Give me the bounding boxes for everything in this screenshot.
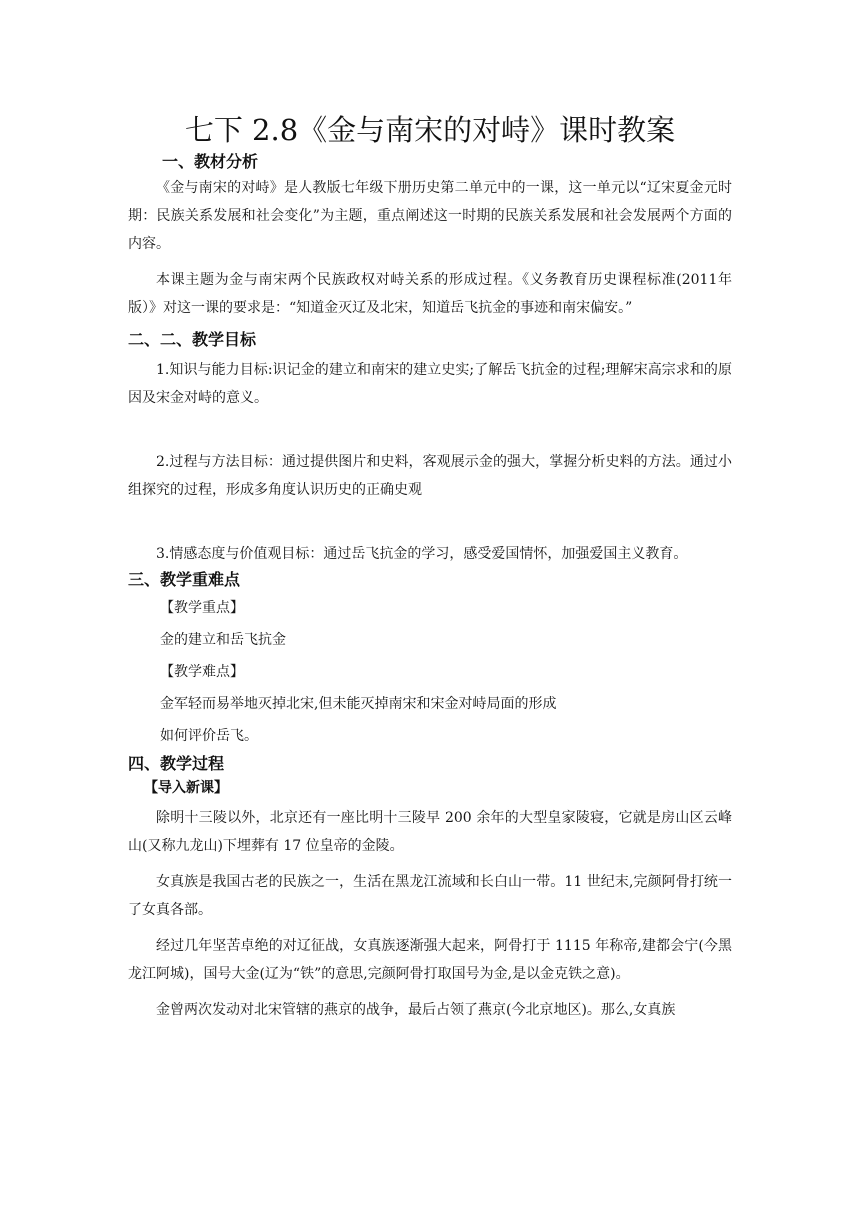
section-heading-teaching-process: 四、教学过程: [128, 754, 225, 773]
intro-label: 【导入新课】: [144, 780, 228, 796]
spacer: [128, 924, 732, 932]
difficult-point-label: 【教学难点】: [160, 664, 244, 680]
spacer: [128, 258, 732, 266]
key-point-label: 【教学重点】: [160, 600, 244, 616]
paragraph: 金曾两次发动对北宋管辖的燕京的战争，最后占领了燕京(今北京地区)。那么,女真族: [156, 1002, 676, 1018]
paragraph-goal-1: 1.知识与能力目标:识记金的建立和南宋的建立史实;了解岳飞抗金的过程;理解宋高宗求和的原因及宋金对峙的意义。: [128, 362, 732, 406]
difficult-point-text-2: 如何评价岳飞。: [160, 728, 258, 744]
document-body: [128, 110, 732, 1024]
spacer: [128, 988, 732, 996]
paragraph: 《金与南宋的对峙》是人教版七年级下册历史第二单元中的一课，这一单元以“辽宋夏金元时期：民族关系发展和社会变化”为主题，重点阐述这一时期的民族关系发展和社会发展两个方面的内容。: [128, 180, 732, 252]
section-heading-teaching-goals: 二、二、教学目标: [128, 330, 257, 349]
paragraph: 女真族是我国古老的民族之一，生活在黑龙江流域和长白山一带。11 世纪末,完颜阿骨打统一了女真各部。: [128, 874, 732, 918]
section-heading-key-difficult: 三、教学重难点: [128, 570, 241, 589]
paragraph-goal-3: 3.情感态度与价值观目标：通过岳飞抗金的学习，感受爱国情怀，加强爱国主义教育。: [156, 546, 688, 562]
difficult-point-text-1: 金军轻而易举地灭掉北宋,但未能灭掉南宋和宋金对峙局面的形成: [160, 696, 557, 712]
section-heading-textbook-analysis: 一、教材分析: [162, 152, 259, 171]
key-point-text: 金的建立和岳飞抗金: [160, 632, 286, 648]
spacer: [128, 860, 732, 868]
paragraph: 经过几年坚苦卓绝的对辽征战，女真族逐渐强大起来，阿骨打于 1115 年称帝,建都会宁(今黑龙江阿城)，国号大金(辽为“铁”的意思,完颜阿骨打取国号为金,是以金克铁之意)。: [128, 938, 732, 982]
paragraph: 本课主题为金与南宋两个民族政权对峙关系的形成过程。《义务教育历史课程标准(2011年版）》对这一课的要求是：“知道金灭辽及北宋，知道岳飞抗金的事迹和南宋偏安。”: [128, 272, 732, 316]
spacer: [128, 412, 732, 448]
spacer: [128, 504, 732, 540]
paragraph-goal-2: 2.过程与方法目标：通过提供图片和史料，客观展示金的强大，掌握分析史料的方法。通过小组探究的过程，形成多角度认识历史的正确史观: [128, 454, 732, 498]
document-title: 七下 2.8《金与南宋的对峙》课时教案: [184, 113, 676, 147]
paragraph: 除明十三陵以外，北京还有一座比明十三陵早 200 余年的大型皇家陵寝，它就是房山区云峰山(又称九龙山)下埋葬有 17 位皇帝的金陵。: [128, 810, 732, 854]
